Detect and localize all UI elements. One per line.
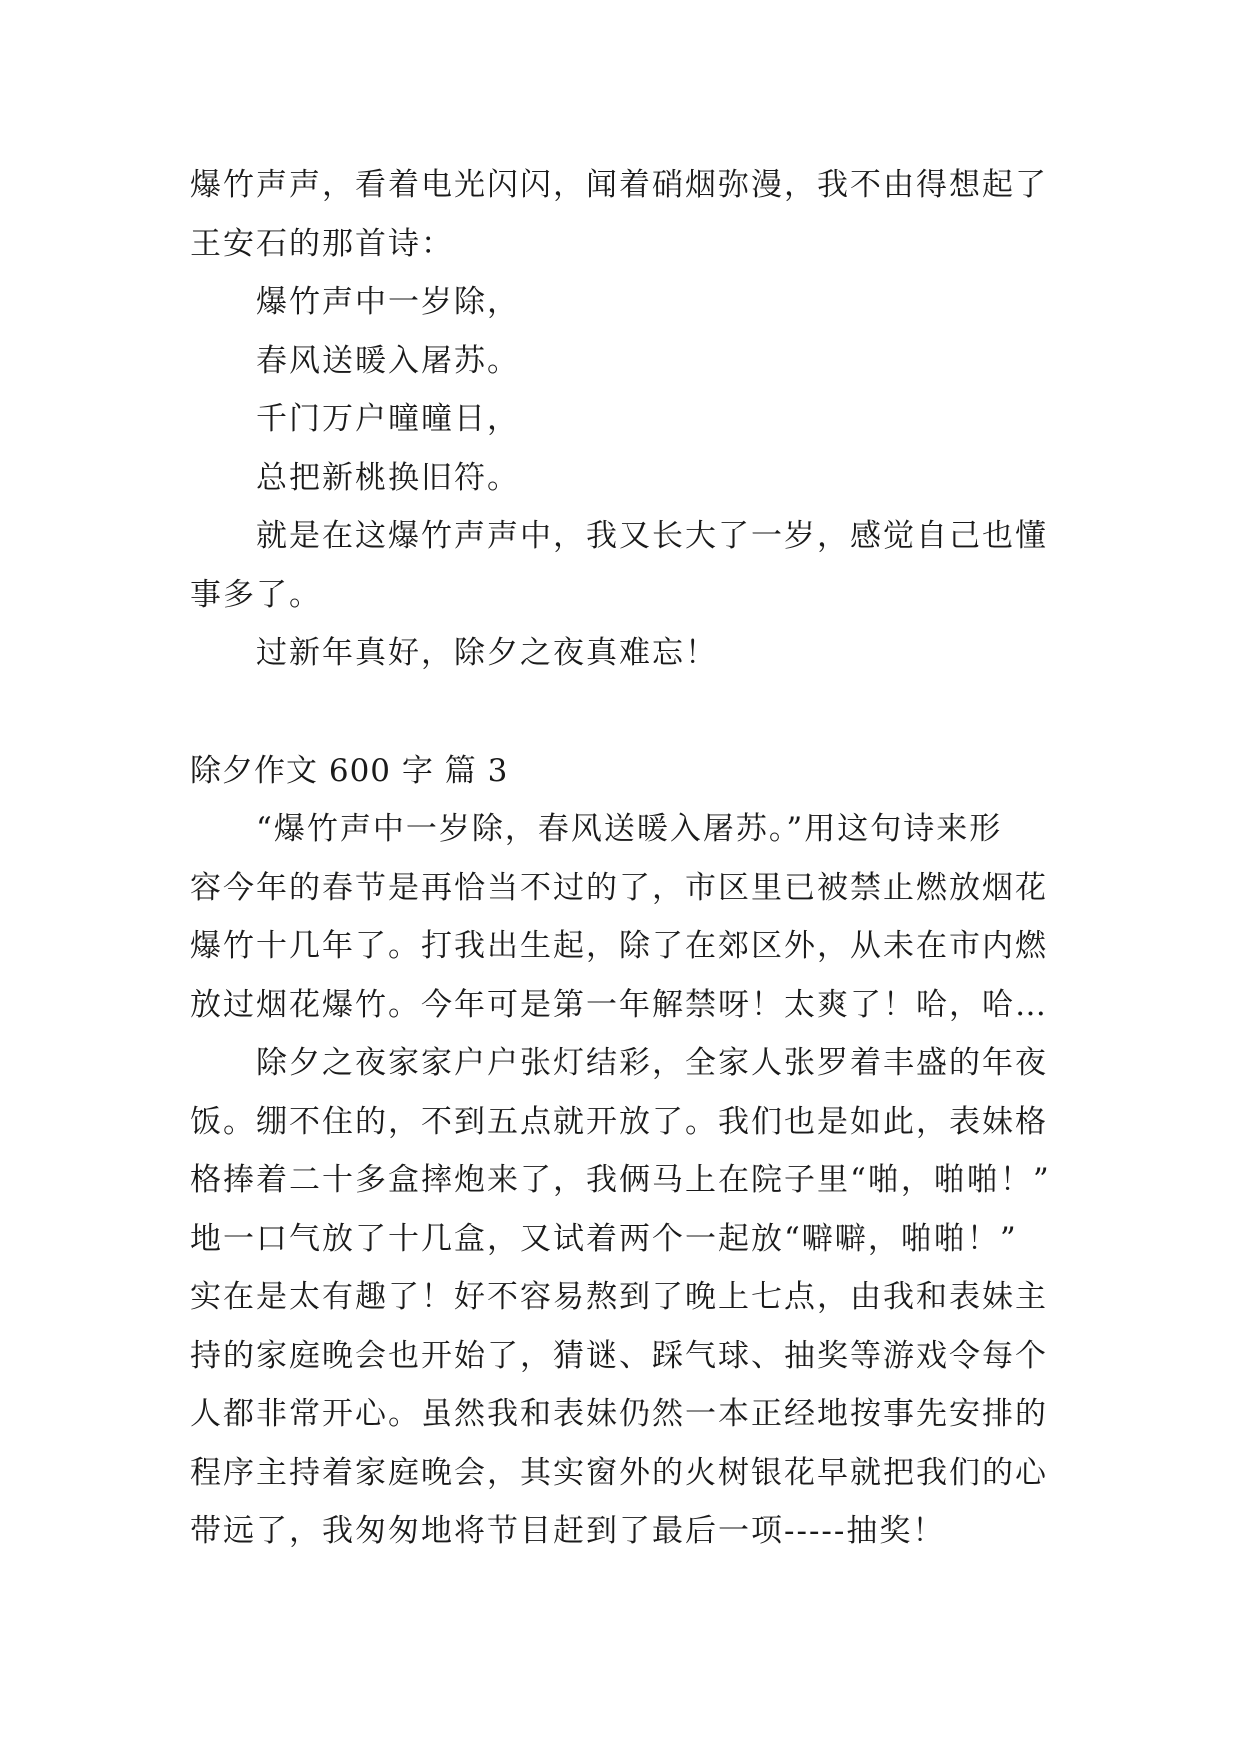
text-line: 过新年真好，除夕之夜真难忘！	[256, 635, 718, 671]
text-line: 爆竹十几年了。打我出生起，除了在郊区外，从未在市内燃	[190, 928, 1048, 964]
text-line: 事多了。	[190, 577, 322, 613]
text-line: 程序主持着家庭晚会，其实窗外的火树银花早就把我们的心	[190, 1455, 1048, 1491]
text-line: 放过烟花爆竹。今年可是第一年解禁呀！太爽了！哈，哈…	[190, 987, 1048, 1023]
text-line: 就是在这爆竹声声中，我又长大了一岁，感觉自己也懂	[256, 518, 1048, 554]
poem-line: 爆竹声中一岁除，	[256, 284, 520, 320]
text-line: 格捧着二十多盒摔炮来了，我俩马上在院子里“啪，啪啪！”	[190, 1162, 1051, 1198]
text-line: 带远了，我匆匆地将节目赶到了最后一项-----抽奖！	[190, 1513, 946, 1549]
text-line: 人都非常开心。虽然我和表妹仍然一本正经地按事先安排的	[190, 1396, 1048, 1432]
text-line: 饭。绷不住的，不到五点就开放了。我们也是如此，表妹格	[190, 1104, 1048, 1140]
text-line: 实在是太有趣了！好不容易熬到了晚上七点，由我和表妹主	[190, 1279, 1048, 1315]
poem-line: 春风送暖入屠苏。	[256, 343, 520, 379]
poem-line: 总把新桃换旧符。	[256, 460, 520, 496]
text-line: 容今年的春节是再恰当不过的了，市区里已被禁止燃放烟花	[190, 870, 1048, 906]
section-heading: 除夕作文 600 字 篇 3	[190, 753, 509, 789]
text-line: 除夕之夜家家户户张灯结彩，全家人张罗着丰盛的年夜	[256, 1045, 1048, 1081]
text-line: 爆竹声声，看着电光闪闪，闻着硝烟弥漫，我不由得想起了	[190, 167, 1048, 203]
text-line: 地一口气放了十几盒，又试着两个一起放“噼噼，啪啪！”	[190, 1221, 1018, 1257]
text-line: 王安石的那首诗：	[190, 226, 454, 262]
text-line: “爆竹声中一岁除，春风送暖入屠苏。”用这句诗来形	[256, 811, 1003, 847]
text-line: 持的家庭晚会也开始了，猜谜、踩气球、抽奖等游戏令每个	[190, 1338, 1048, 1374]
poem-line: 千门万户曈曈日，	[256, 401, 520, 437]
